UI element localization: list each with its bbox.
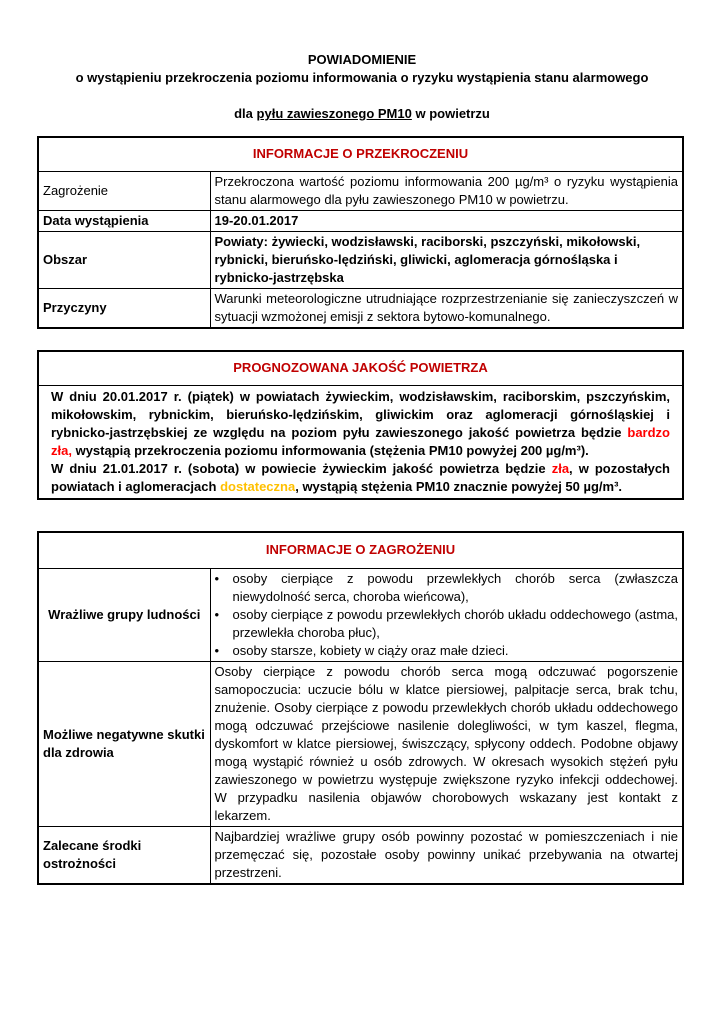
- pollutant-name: pyłu zawieszonego PM10: [256, 106, 412, 121]
- forecast-text: [38, 385, 683, 499]
- table-row: [38, 231, 683, 288]
- quality-bad: zła: [551, 460, 570, 476]
- row-label: Możliwe negatywne skutki dla zdrowia: [38, 661, 210, 826]
- row-value: Powiaty: żywiecki, wodzisławski, raciborski, pszczyński, mikołowski, rybnicki, bieruńsko-lędziński, gliwicki, aglomeracja górnośląska i rybnicko-jastrzębska: [210, 231, 683, 288]
- forecast-p1-tail: wystąpią przekroczenia poziomu informowania (stężenia PM10 powyżej 200 µg/m³).: [75, 442, 589, 458]
- table-row: [38, 661, 683, 826]
- forecast-heading: PROGNOZOWANA JAKOŚĆ POWIETRZA: [38, 351, 683, 385]
- row-label: Wrażliwe grupy ludności: [38, 568, 210, 661]
- table-row: [38, 210, 683, 231]
- pollutant-prefix: dla: [234, 106, 253, 121]
- sensitive-groups: [210, 568, 683, 661]
- quality-very-bad: bardzo zła,: [51, 424, 670, 458]
- bullet-icon: •: [214, 606, 220, 622]
- quality-sufficient: dostateczna: [220, 478, 296, 494]
- table-row: [38, 568, 683, 661]
- table-row: [38, 288, 683, 328]
- document-subtitle: o wystąpieniu przekroczenia poziomu informowania o ryzyku wystąpienia stanu alarmowego: [75, 70, 649, 85]
- row-label: Zagrożenie: [38, 171, 210, 210]
- list-item: • osoby cierpiące z powodu przewlekłych chorób serca (zwłaszcza niewydolność serca, choroba wieńcowa),: [214, 570, 678, 604]
- row-value: Osoby cierpiące z powodu chorób serca mogą odczuwać pogorszenie samopoczucia: uczucie bólu w klatce piersiowej, palpitacje serca, brak tchu, znużenie. Osoby cierpiące z powodu przewlekłych chorób układu oddechowego mogą odczuwać przejściowe nasilenie dolegliwości, w tym kaszel, flegma, dyskomfort w klatce piersiowej, świszczący, spłycony oddech. Podobne objawy mogą wystąpić również u osób zdrowych. W okresach wysokich stężeń pyłu zawieszonego w powietrzu występuje zwiększone ryzyko infekcji oddechowej. W przypadku nasilenia objawów chorobowych wskazany jest kontakt z lekarzem.: [210, 661, 683, 826]
- table-row: [38, 826, 683, 884]
- forecast-p1-text: W dniu 20.01.2017 r. (piątek) w powiatach żywieckim, wodzisławskim, raciborskim, pszczyńskim, mikołowskim, rybnickim, bieruńsko-lędzińskim, gliwickim oraz aglomeracji górnośląskiej i rybnicko-jastrzębskiej ze względu na poziom pyłu zawieszonego jakość powietrza będzie: [51, 388, 670, 440]
- row-value: Warunki meteorologiczne utrudniające rozprzestrzenianie się zanieczyszczeń w sytuacji wzmożonej emisji z sektora bytowo-komunalnego.: [210, 288, 683, 328]
- table-row: [38, 171, 683, 210]
- exceedance-heading: INFORMACJE O PRZEKROCZENIU: [38, 137, 683, 171]
- groups-list: [215, 570, 679, 660]
- pollutant-suffix: w powietrzu: [415, 106, 490, 121]
- exceedance-table: [37, 136, 684, 329]
- forecast-p2-text: W dniu 21.01.2017 r. (sobota) w powiecie żywieckim jakość powietrza będzie: [51, 460, 546, 476]
- forecast-paragraph-2: [51, 460, 670, 496]
- hazard-heading: INFORMACJE O ZAGROŻENIU: [38, 532, 683, 568]
- hazard-table: [37, 531, 684, 885]
- row-label: Data wystąpienia: [38, 210, 210, 231]
- row-label: Obszar: [38, 231, 210, 288]
- forecast-p2-mid: , w pozostałych powiatach i aglomeracjach: [51, 460, 670, 494]
- pollutant-line: [0, 105, 724, 123]
- row-label: Przyczyny: [38, 288, 210, 328]
- list-item: • osoby cierpiące z powodu przewlekłych chorób układu oddechowego (astma, przewlekła choroba płuc),: [214, 606, 678, 640]
- forecast-p2-tail: , wystąpią stężenia PM10 znacznie powyżej 50 µg/m³.: [295, 478, 623, 494]
- forecast-paragraph-1: [51, 388, 670, 460]
- document-title: POWIADOMIENIE: [307, 52, 417, 67]
- row-value: 19-20.01.2017: [210, 210, 683, 231]
- row-value: Najbardziej wrażliwe grupy osób powinny pozostać w pomieszczeniach i nie przemęczać się, pozostałe osoby powinny unikać przebywania na otwartej przestrzeni.: [210, 826, 683, 884]
- row-value: Przekroczona wartość poziomu informowania 200 µg/m³ o ryzyku wystąpienia stanu alarmowego dla pyłu zawieszonego PM10 w powietrzu.: [210, 171, 683, 210]
- forecast-table: [37, 350, 684, 500]
- bullet-icon: •: [214, 642, 220, 658]
- bullet-icon: •: [214, 570, 220, 586]
- list-item: • osoby starsze, kobiety w ciąży oraz małe dzieci.: [214, 642, 509, 658]
- row-label: Zalecane środki ostrożności: [38, 826, 210, 884]
